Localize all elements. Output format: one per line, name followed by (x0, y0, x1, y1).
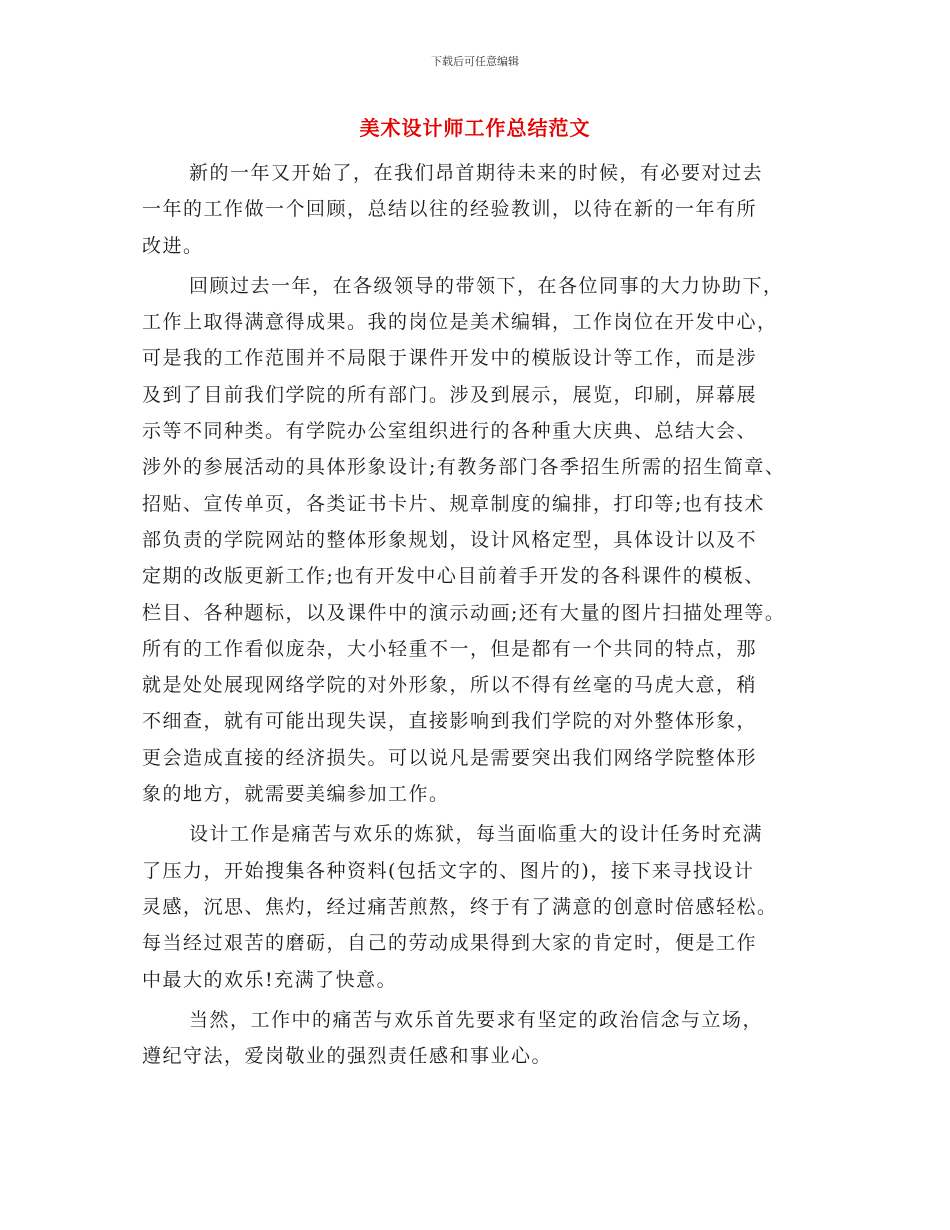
text-line: 定期的改版更新工作;也有开发中心目前着手开发的各科课件的模板、 (142, 565, 765, 588)
text-line: 中最大的欢乐!充满了快意。 (142, 968, 398, 991)
text-line: 所有的工作看似庞杂，大小轻重不一，但是都有一个共同的特点，那 (142, 637, 758, 660)
text-line: 了压力，开始搜集各种资料(包括文字的、图片的)，接下来寻找设计 (142, 859, 755, 882)
text-line: 灵感，沉思、焦灼，经过痛苦煎熬，终于有了满意的创意时倍感轻松。 (142, 895, 778, 918)
paragraph-2 (142, 268, 822, 812)
text-line: 部负责的学院网站的整体形象规划，设计风格定型，具体设计以及不 (142, 528, 758, 551)
text-line: 招贴、宣传单页，各类证书卡片、规章制度的编排，打印等;也有技术 (142, 492, 765, 515)
text-line: 栏目、各种题标，以及课件中的演示动画;还有大量的图片扫描处理等。 (142, 601, 786, 624)
text-line: 不细查，就有可能出现失误，直接影响到我们学院的对外整体形象， (142, 710, 758, 733)
text-line: 就是处处展现网络学院的对外形象，所以不得有丝毫的马虎大意，稍 (142, 674, 758, 697)
text-line: 涉外的参展活动的具体形象设计;有教务部门各季招生所需的招生简章、 (142, 456, 786, 479)
document-body (142, 155, 822, 1074)
text-line: 示等不同种类。有学院办公室组织进行的各种重大庆典、总结大会、 (142, 420, 758, 443)
text-line: 象的地方，就需要美编参加工作。 (142, 783, 450, 806)
page-header-note: 下载后可任意编辑 (431, 55, 519, 68)
text-line: 新的一年又开始了，在我们昂首期待未来的时候，有必要对过去 (189, 162, 764, 184)
paragraph-1 (142, 155, 822, 264)
text-line: 遵纪守法，爱岗敬业的强烈责任感和事业心。 (142, 1045, 553, 1068)
text-line: 设计工作是痛苦与欢乐的炼狱，每当面临重大的设计任务时充满 (189, 823, 764, 846)
text-line: 可是我的工作范围并不局限于课件开发中的模版设计等工作，而是涉 (142, 347, 758, 370)
text-line: 回顾过去一年，在各级领导的带领下，在各位同事的大力协助下， (189, 274, 784, 297)
document-title: 美术设计师工作总结范文 (359, 116, 591, 140)
text-line: 一年的工作做一个回顾，总结以往的经验教训，以待在新的一年有所 (142, 198, 758, 221)
text-line: 改进。 (142, 234, 204, 257)
text-line: 工作上取得满意得成果。我的岗位是美术编辑，工作岗位在开发中心， (142, 311, 778, 334)
text-line: 每当经过艰苦的磨砺，自己的劳动成果得到大家的肯定时，便是工作 (142, 932, 758, 955)
text-line: 及到了目前我们学院的所有部门。涉及到展示，展览，印刷，屏幕展 (142, 383, 758, 406)
text-line: 更会造成直接的经济损失。可以说凡是需要突出我们网络学院整体形 (142, 746, 758, 769)
text-line: 当然，工作中的痛苦与欢乐首先要求有坚定的政治信念与立场， (189, 1008, 764, 1031)
paragraph-4 (142, 1002, 822, 1075)
paragraph-3 (142, 816, 822, 997)
